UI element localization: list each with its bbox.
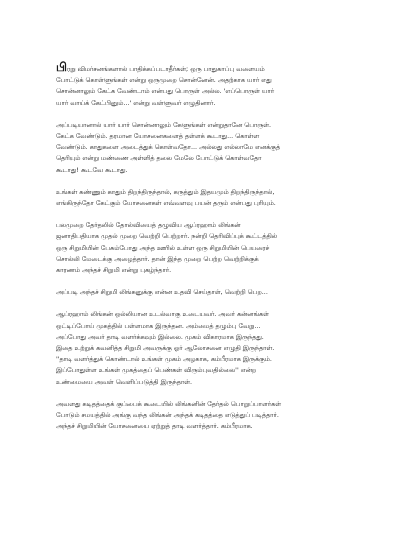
paragraph-line bbox=[56, 62, 374, 75]
paragraph-line: ஒட்டிப்போய் முகத்தில் பள்ளமாக இருந்தன. அம்மைத் தழும்பு வேறு... bbox=[56, 321, 261, 330]
paragraph-line: காரணம் அந்தச் சிறுமி என்று புகழ்ந்தார். bbox=[56, 266, 172, 275]
paragraph-2 bbox=[56, 120, 374, 176]
paragraph-line: தெரியும் என்று மண்ணை அள்ளித் தலை மேலே போட்டுக் கொள்வதோ bbox=[56, 154, 262, 163]
paragraph-line: எங்கிருந்தோ கேட்கும் யோசனைகள் எவ்வளவு பயன் தரும் என்பது புரியும். bbox=[56, 199, 276, 208]
paragraph-line: ஆப்ரஹாம் லிங்கன் ஒல்லியான உடல்வாகு உடையவர். அவர் கன்னங்கள் bbox=[56, 310, 269, 319]
paragraph-line: அப்படியானால் யார் யார் சொன்னாலும் கேளுங்கள் என்றுதானே பொருள். bbox=[56, 120, 272, 129]
paragraph-3 bbox=[56, 187, 374, 209]
paragraph-line: இதை உற்றுக் கவனித்த சிறுமி அவருக்கு ஓர் ஆலோசனை எழுதி இருந்தாள். bbox=[56, 344, 275, 353]
paragraph-line: சொன்னாலும் கேட்க வேண்டாம் என்பது பொருள் அல்ல. 'எப்பொருள் யார் bbox=[56, 87, 275, 96]
paragraph-line: பலமுறை தேர்தலில் தோல்வியைத் தழுவிய ஆப்ரஹாம் லிங்கன் bbox=[56, 221, 241, 230]
paragraph-line: ஜனாதிபதியாக முதல் முறை வெற்றி பெற்றார். நன்றி தெரிவிப்புக் கூட்டத்தில் bbox=[56, 232, 278, 241]
paragraph-line: கூடாது! கூடவே கூடாது. bbox=[56, 165, 128, 174]
drop-cap: பி bbox=[56, 60, 67, 74]
paragraph-line: அந்தச் சிறுமியின் யோசனையை ஏற்றுத் தாடி வளர்த்தார். கம்பீரமாக. bbox=[56, 422, 253, 431]
paragraph-line: போட்டுக் கொள்ளுங்கள் என்று ஒருமுறை சொன்னேன். அதற்காக யார் எது bbox=[56, 76, 272, 85]
document-page bbox=[56, 62, 374, 443]
paragraph-line: கேட்க வேண்டும். தரமான யோசனைகளைத் தள்ளக் கூடாது... கொள்ள bbox=[56, 132, 260, 141]
paragraph-line: யார் வாய்க் கேட்பினும்...' என்று வள்ளுவர் எழுதினார். bbox=[56, 98, 216, 107]
paragraph-1 bbox=[56, 62, 374, 109]
paragraph-line: உங்கள் கண்ணும் காதும் திறந்திருந்தால், கருத்தும் இதயமும் திறந்திருந்தால், bbox=[56, 187, 275, 196]
paragraph-line: போடும் சமயத்தில் அங்கு வந்த லிங்கன் அந்தக் கடிதத்தை எடுத்துப் படித்தார். bbox=[56, 411, 279, 420]
paragraph-line: உண்மையை அவள் வெளிப்படுத்தி இருந்தாள். bbox=[56, 377, 193, 386]
paragraph-line: சொல்லி மேடைக்கு அழைத்தார். தான் இந்த முறை பெற்ற வெற்றிக்குக் bbox=[56, 254, 259, 263]
paragraph-line: இப்போதுள்ள உங்கள் முகத்தைப் பெண்கள் விரும்புவதில்லை'' என்ற bbox=[56, 366, 257, 375]
paragraph-5 bbox=[56, 287, 374, 298]
paragraph-line: வேண்டும். காதுகளை அடைத்துக் கொள்வதோ... அல்லது எல்லாமே எனக்குத் bbox=[56, 143, 281, 152]
paragraph-7 bbox=[56, 399, 374, 433]
paragraph-6 bbox=[56, 309, 374, 387]
line-text: ரறு விமர்சனங்களால் பாதிக்கப்படாதீர்கள்; ஒரு பாதுகாப்பு வளையம் bbox=[66, 65, 265, 73]
paragraph-line: ஒரு சிறுமியின் பேசும்போது அந்த ஊரில் உள்ள ஒரு சிறுமியின் பெயரைச் bbox=[56, 243, 270, 252]
paragraph-line: ''தாடி வளர்த்துக் கொண்டால் உங்கள் முகம் அழகாக, கம்பீரமாக இருக்கும். bbox=[56, 355, 272, 364]
paragraph-line: அப்படி அந்தச் சிறுமி லிங்கனுக்கு என்ன உதவி செய்தாள், வெற்றி பெற... bbox=[56, 288, 268, 297]
paragraph-line: அவளது கடிதத்தைக் குப்பைக் கூடையில் லிங்கனின் தேர்தல் பொறுப்பாளர்கள் bbox=[56, 399, 281, 408]
paragraph-line: அப்போது அவர் தாடி வளர்க்கவும் இல்லை. முகம் விகாரமாக இருந்தது. bbox=[56, 332, 264, 341]
paragraph-4 bbox=[56, 220, 374, 276]
